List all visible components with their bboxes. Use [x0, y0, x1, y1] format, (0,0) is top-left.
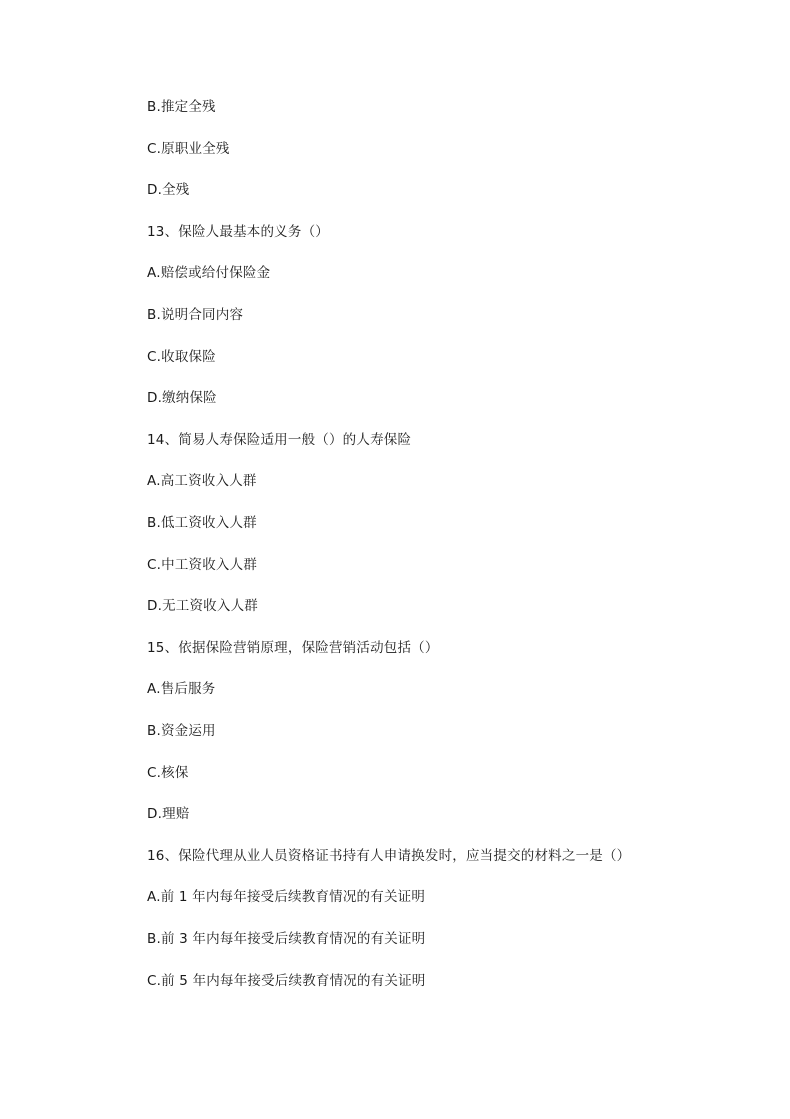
- option-12c: C.原职业全残: [147, 141, 230, 157]
- option-16c: C.前 5 年内每年接受后续教育情况的有关证明: [147, 973, 426, 989]
- option-13a: A.赔偿或给付保险金: [147, 265, 271, 281]
- option-15d: D.理赔: [147, 806, 190, 822]
- question-15: 15、依据保险营销原理，保险营销活动包括（）: [147, 640, 439, 656]
- option-15b: B.资金运用: [147, 723, 216, 739]
- option-14c: C.中工资收入人群: [147, 557, 258, 573]
- question-16: 16、保险代理从业人员资格证书持有人申请换发时，应当提交的材料之一是（）: [147, 848, 631, 864]
- option-14b: B.低工资收入人群: [147, 515, 257, 531]
- option-13c: C.收取保险: [147, 349, 216, 365]
- option-14a: A.高工资收入人群: [147, 473, 257, 489]
- option-13b: B.说明合同内容: [147, 307, 244, 323]
- option-16a: A.前 1 年内每年接受后续教育情况的有关证明: [147, 889, 426, 905]
- option-14d: D.无工资收入人群: [147, 598, 258, 614]
- question-14: 14、简易人寿保险适用一般（）的人寿保险: [147, 432, 412, 448]
- option-16b: B.前 3 年内每年接受后续教育情况的有关证明: [147, 931, 426, 947]
- option-13d: D.缴纳保险: [147, 390, 217, 406]
- option-12d: D.全残: [147, 182, 190, 198]
- option-12b: B.推定全残: [147, 99, 216, 115]
- option-15a: A.售后服务: [147, 681, 216, 697]
- question-13: 13、保险人最基本的义务（）: [147, 224, 329, 240]
- option-15c: C.核保: [147, 765, 189, 781]
